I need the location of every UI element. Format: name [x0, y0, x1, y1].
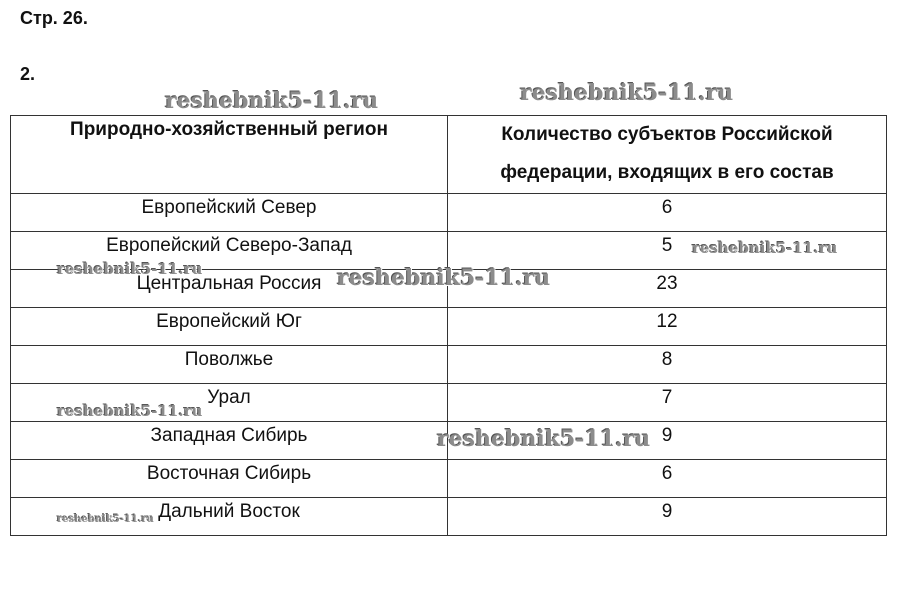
header-region: Природно-хозяйственный регион: [11, 116, 448, 194]
count-cell: 12: [448, 308, 887, 346]
count-cell: 23: [448, 270, 887, 308]
count-cell: 8: [448, 346, 887, 384]
table-row: [11, 346, 887, 384]
count-cell: 7: [448, 384, 887, 422]
table-row: [11, 422, 887, 460]
table-row: [11, 384, 887, 422]
table-row: [11, 270, 887, 308]
watermark: reshebnik5-11.ru: [337, 265, 551, 291]
region-cell: Европейский Северо-Запад: [11, 232, 448, 270]
region-cell: Восточная Сибирь: [11, 460, 448, 498]
header-count: Количество субъектов Российской федерации, входящих в его состав: [448, 116, 887, 194]
watermark: reshebnik5-11.ru: [57, 514, 154, 525]
count-cell: 9: [448, 422, 887, 460]
count-cell: 9: [448, 498, 887, 536]
watermark: reshebnik5-11.ru: [692, 239, 838, 257]
table-row: [11, 498, 887, 536]
region-cell: Западная Сибирь: [11, 422, 448, 460]
count-cell: 6: [448, 194, 887, 232]
watermark: reshebnik5-11.ru: [57, 260, 203, 278]
region-cell: Дальний Восток: [11, 498, 448, 536]
table-header-row: [11, 116, 887, 194]
region-cell: Европейский Север: [11, 194, 448, 232]
watermark: reshebnik5-11.ru: [165, 88, 379, 114]
region-cell: Центральная Россия: [11, 270, 448, 308]
count-cell: 6: [448, 460, 887, 498]
region-cell: Европейский Юг: [11, 308, 448, 346]
table-row: [11, 194, 887, 232]
watermark: reshebnik5-11.ru: [57, 402, 203, 420]
region-cell: Урал: [11, 384, 448, 422]
table-row: [11, 460, 887, 498]
table-row: [11, 308, 887, 346]
watermark: reshebnik5-11.ru: [520, 80, 734, 106]
regions-table: [10, 115, 887, 536]
region-cell: Поволжье: [11, 346, 448, 384]
table-row: [11, 232, 887, 270]
page-heading: Стр. 26.: [20, 8, 88, 28]
watermark: reshebnik5-11.ru: [437, 426, 651, 452]
task-number: 2.: [20, 64, 36, 84]
count-cell: 5: [448, 232, 887, 270]
